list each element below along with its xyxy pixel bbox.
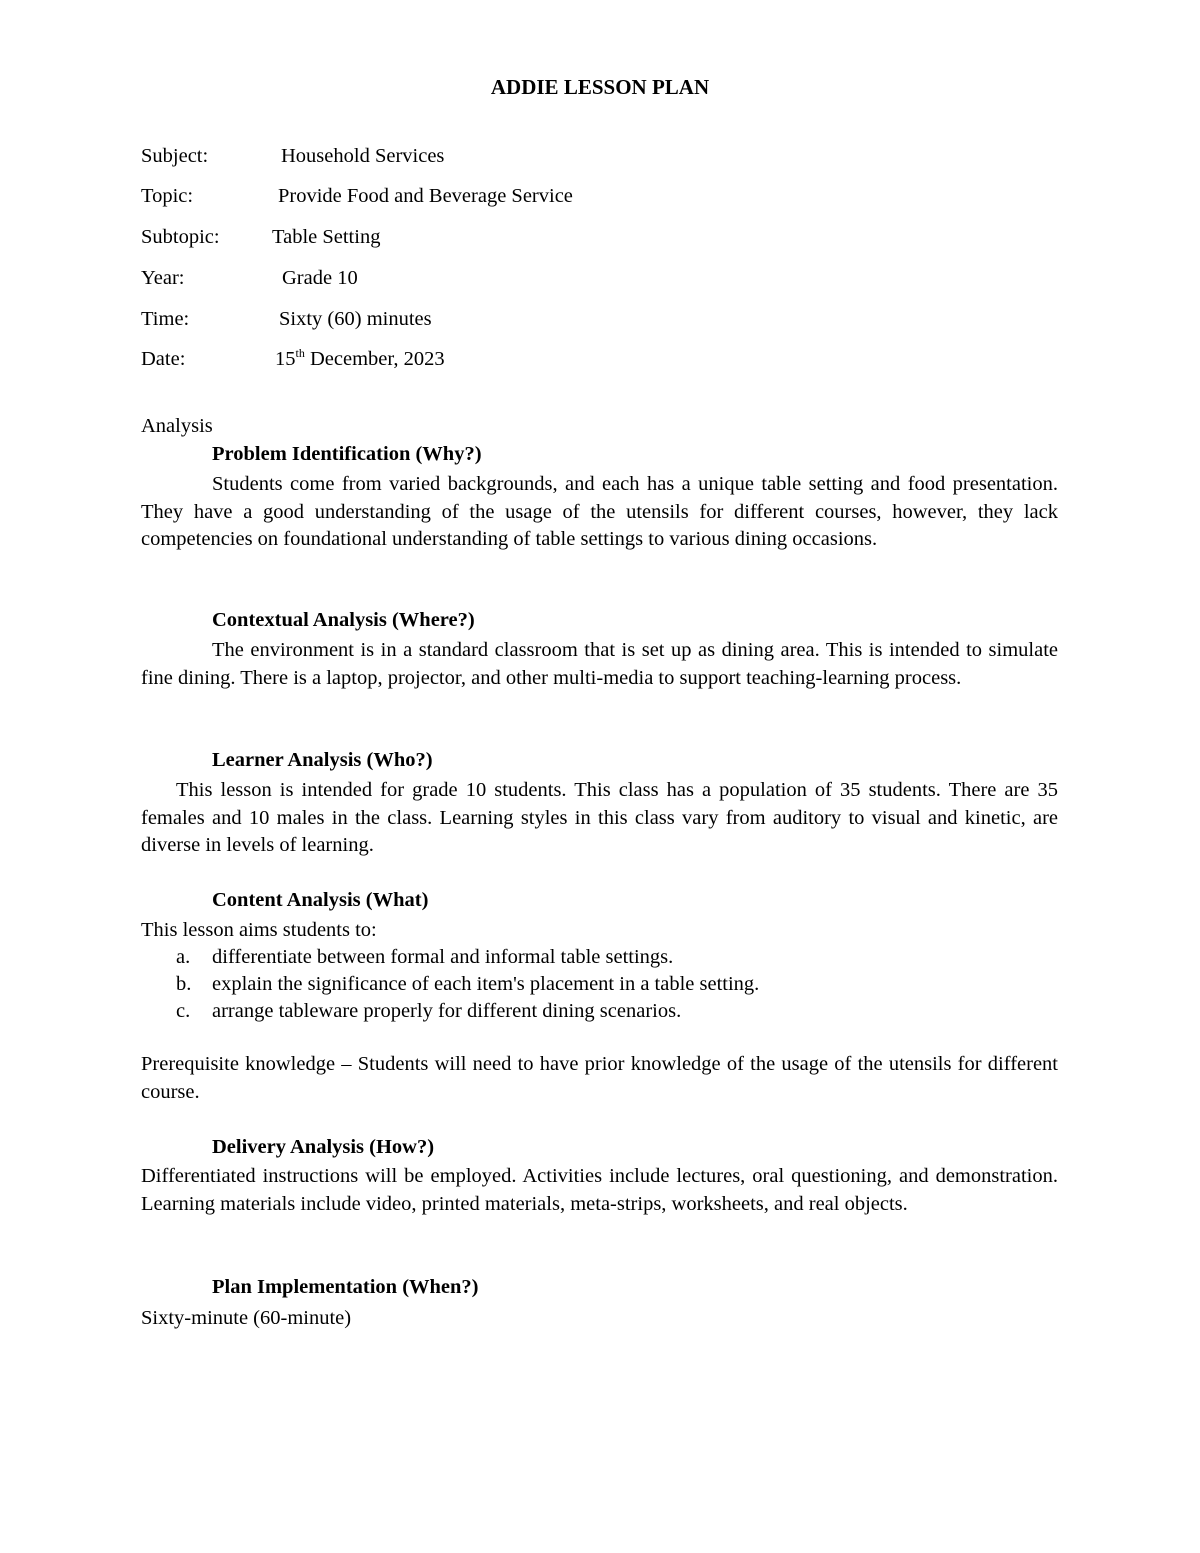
meta-date-day: 15 [275,348,296,370]
plan-heading: Plan Implementation (When?) [212,1276,479,1298]
meta-subtopic-label: Subtopic: [141,226,220,248]
content-heading: Content Analysis (What) [212,889,429,911]
meta-topic-value: Provide Food and Beverage Service [278,185,573,207]
meta-subject-label: Subject: [141,145,209,167]
list-marker: c. [176,1000,191,1022]
meta-time-value: Sixty (60) minutes [279,308,432,330]
meta-year-value: Grade 10 [282,267,358,289]
meta-date-value [275,345,445,373]
problem-text: Students come from varied backgrounds, and each has a unique table setting and food presentation. They have a good understanding of the usage of the utensils for different courses, however, they lack competencies on foundational understanding of table settings to various dining occasions. [141,473,1058,550]
objectives-list [141,944,1058,1025]
meta-time-label: Time: [141,308,190,330]
meta-date-suffix: th [295,346,305,361]
problem-heading: Problem Identification (Why?) [212,443,482,465]
list-marker: b. [176,973,192,995]
delivery-text: Differentiated instructions will be employed. Activities include lectures, oral questioning, and demonstration. Learning materials include video, printed materials, meta-strips, worksheets, and real objects. [141,1165,1058,1215]
meta-date-label: Date: [141,348,186,370]
learner-text: This lesson is intended for grade 10 students. This class has a population of 35 students. There are 35 females and 10 males in the class. Learning styles in this class vary from auditory to visual and kinetic, are diverse in levels of learning. [141,779,1058,856]
meta-topic-label: Topic: [141,185,194,207]
delivery-heading: Delivery Analysis (How?) [212,1136,435,1158]
document-title: ADDIE LESSON PLAN [490,75,710,99]
meta-subtopic-value: Table Setting [272,226,381,248]
content-intro: This lesson aims students to: [141,919,377,941]
analysis-label: Analysis [141,415,213,437]
plan-text: Sixty-minute (60-minute) [141,1307,352,1329]
list-item [141,971,1058,998]
list-item [141,944,1058,971]
list-text: explain the significance of each item's placement in a table setting. [212,973,760,995]
list-item [141,998,1058,1025]
list-text: differentiate between formal and informal table settings. [212,946,674,968]
list-marker: a. [176,946,191,968]
meta-year-label: Year: [141,267,185,289]
meta-subject-value: Household Services [281,145,445,167]
learner-heading: Learner Analysis (Who?) [212,749,433,771]
list-text: arrange tableware properly for different dining scenarios. [212,1000,682,1022]
context-text: The environment is in a standard classroom that is set up as dining area. This is intended to simulate fine dining. There is a laptop, projector, and other multi-media to support teaching-learning process. [141,639,1058,689]
meta-date-rest: December, 2023 [304,348,445,370]
context-heading: Contextual Analysis (Where?) [212,609,475,631]
prerequisite-text: Prerequisite knowledge – Students will need to have prior knowledge of the usage of the utensils for different course. [141,1053,1058,1103]
